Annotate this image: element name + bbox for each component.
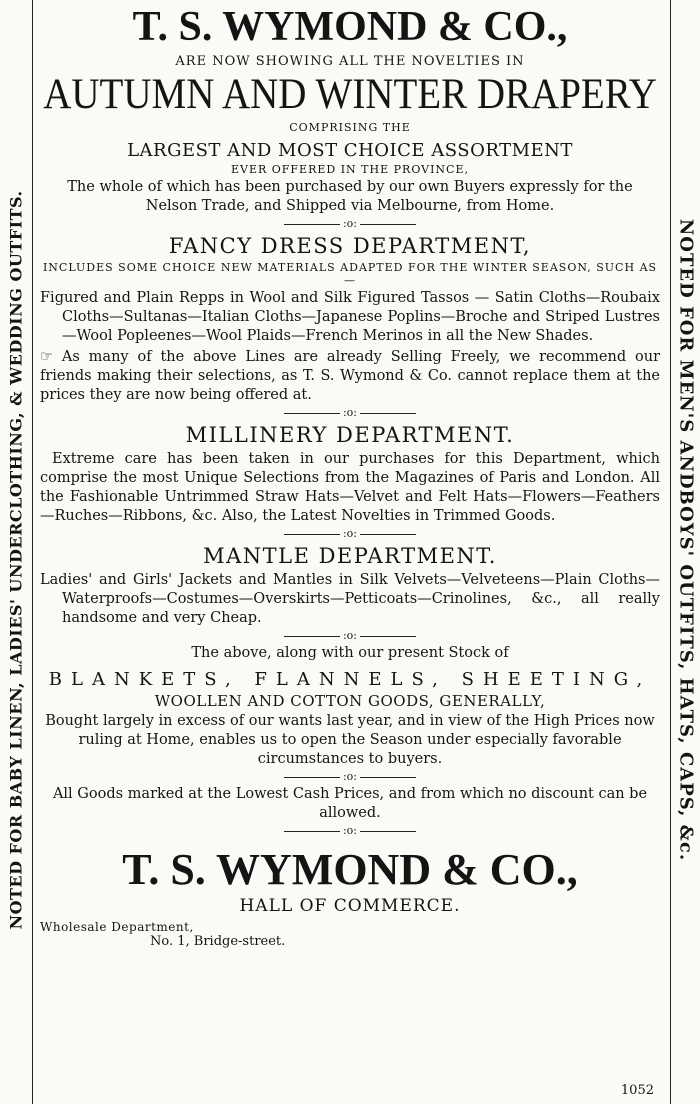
- fancy-note-text: As many of the above Lines are already Selling Freely, we recommend our friends making their selections, as T. S. Wymond & Co. cannot replace them at the prices they are now being offered at.: [40, 349, 661, 403]
- separator: :o:: [40, 629, 660, 643]
- stock-spaced-line: BLANKETS, FLANNELS, SHEETING,: [48, 669, 652, 690]
- mantle-title: MANTLE DEPARTMENT.: [203, 544, 497, 568]
- purchase-paragraph: The whole of which has been purchased by our own Buyers expressly for the Nelson Trade, and Shipped via Melbourne, from Home.: [67, 179, 633, 214]
- advertisement-body: [40, 0, 660, 1104]
- mantle-paragraph: Ladies' and Girls' Jackets and Mantles in Silk Velvets—Velveteens—Plain Cloths—Waterproofs—Costumes—Overskirts—Petticoats—Crinolines, &c., all really handsome and very Cheap.: [40, 572, 660, 626]
- goods-paragraph: All Goods marked at the Lowest Cash Prices, and from which no discount can be allowed.: [52, 786, 648, 821]
- province-line: EVER OFFERED IN THE PROVINCE,: [230, 163, 469, 176]
- fancy-dress-title: FANCY DRESS DEPARTMENT,: [168, 234, 532, 258]
- separator: :o:: [40, 406, 660, 420]
- left-sidebar-text: NOTED FOR BABY LINEN, LADIES' UNDERCLOTHING, & WEDDING OUTFITS.: [6, 190, 26, 930]
- footer-hall: HALL OF COMMERCE.: [239, 896, 461, 916]
- left-sidebar: [0, 0, 32, 1104]
- header-line: ARE NOW SHOWING ALL THE NOVELTIES IN: [175, 54, 525, 69]
- footer-address: No. 1, Bridge-street.: [150, 934, 286, 949]
- assortment-line: LARGEST AND MOST CHOICE ASSORTMENT: [127, 140, 573, 161]
- separator: :o:: [40, 770, 660, 784]
- stock-paragraph: Bought largely in excess of our wants last year, and in view of the High Prices now ruling at Home, enables us to open the Season under especially favorable circumstances to buyers.: [45, 713, 655, 767]
- footer-wholesale: Wholesale Department,: [40, 920, 194, 934]
- right-sidebar: [672, 0, 700, 1104]
- separator: :o:: [40, 217, 660, 231]
- millinery-title: MILLINERY DEPARTMENT.: [185, 423, 515, 447]
- separator: :o:: [40, 527, 660, 541]
- header-title: T. S. WYMOND & CO.,: [132, 4, 568, 50]
- separator: :o:: [40, 824, 660, 838]
- fancy-note: [40, 348, 660, 405]
- stock-woollen: WOOLLEN AND COTTON GOODS, GENERALLY,: [154, 692, 546, 710]
- headline: AUTUMN AND WINTER DRAPERY: [43, 70, 657, 119]
- right-sidebar-text: NOTED FOR MEN'S ANDBOYS' OUTFITS, HATS, CAPS, &c.: [675, 218, 697, 862]
- pointing-hand-icon: ☞: [40, 349, 53, 365]
- fancy-includes: INCLUDES SOME CHOICE NEW MATERIALS ADAPTED FOR THE WINTER SEASON, SUCH AS—: [42, 261, 658, 287]
- footer-title: T. S. WYMOND & CO.,: [122, 845, 578, 894]
- ad-number: 1052: [620, 1083, 654, 1098]
- comprising-line: COMPRISING THE: [289, 121, 411, 134]
- millinery-paragraph: Extreme care has been taken in our purchases for this Department, which comprise the most Unique Selections from the Magazines of Paris and London. All the Fashionable Untrimmed Straw Hats—Velvet and Felt Hats—Flowers—Feathers—Ruches—Ribbons, &c. Also, the Latest Novelties in Trimmed Goods.: [40, 451, 660, 524]
- left-border-rule: [32, 0, 33, 1104]
- fancy-list: Figured and Plain Repps in Wool and Silk Figured Tassos — Satin Cloths—Roubaix Cloths—Sultanas—Italian Cloths—Japanese Poplins—Broche and Striped Lustres—Wool Popleenes—Wool Plaids—French Merinos in all the New Shades.: [40, 290, 660, 344]
- stock-intro: The above, along with our present Stock of: [191, 645, 509, 661]
- right-border-rule: [670, 0, 671, 1104]
